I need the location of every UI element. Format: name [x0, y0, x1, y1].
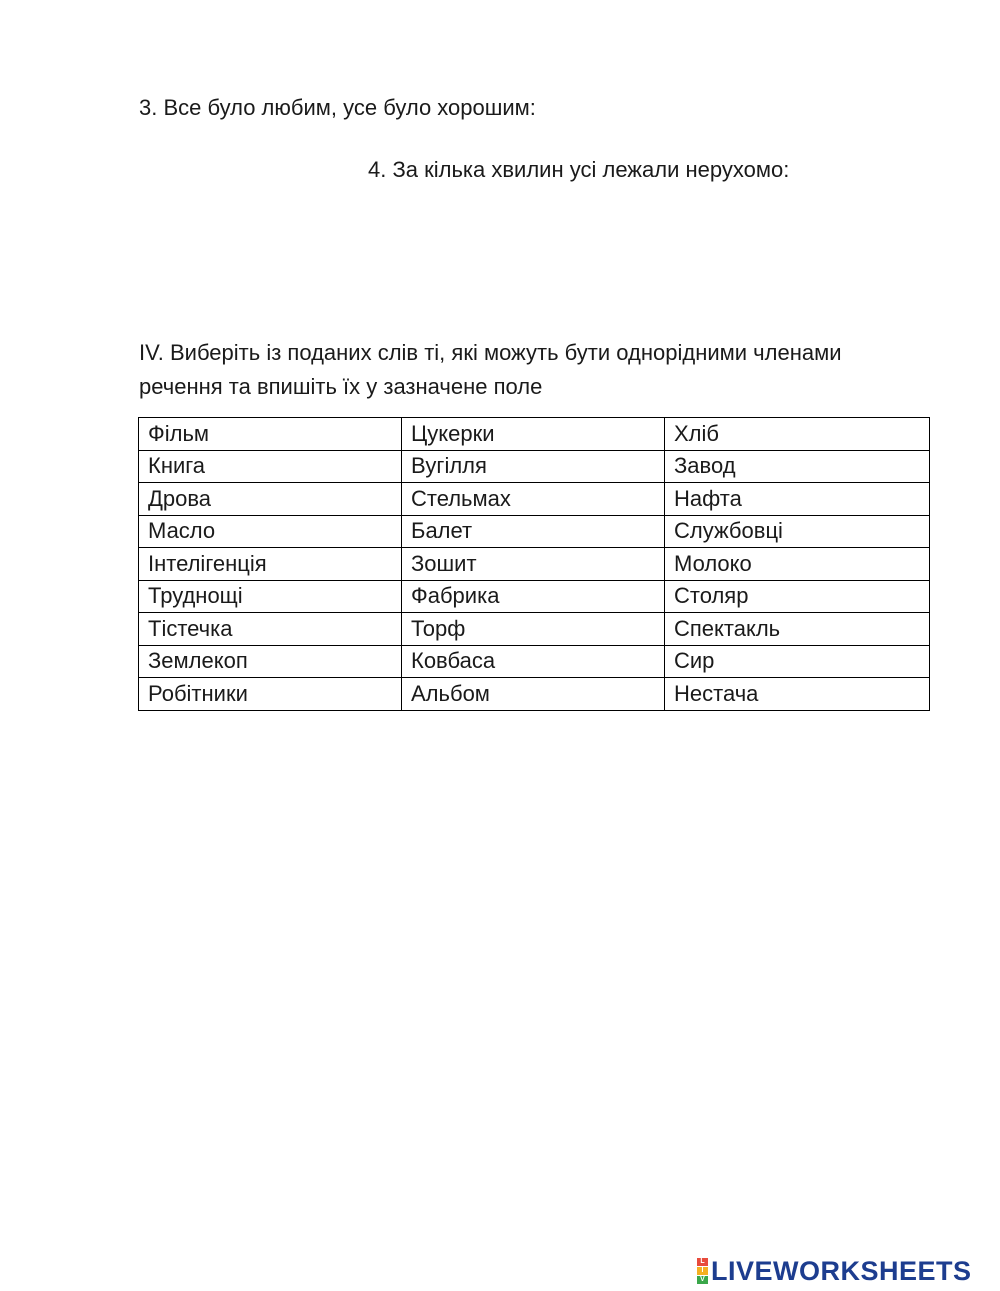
table-row: [139, 645, 930, 678]
table-cell: Робітники: [139, 678, 402, 711]
table-row: [139, 450, 930, 483]
task-title-line-2: речення та впишіть їх у зазначене поле: [139, 374, 543, 399]
table-cell: Сир: [665, 645, 930, 678]
task-title-line-1: IV. Виберіть із поданих слів ті, які можуть бути однорідними членами: [139, 340, 842, 365]
table-cell: Нафта: [665, 483, 930, 516]
table-cell: Молоко: [665, 548, 930, 581]
table-row: [139, 418, 930, 451]
liveworksheets-logo: [697, 1256, 972, 1286]
table-cell: Спектакль: [665, 613, 930, 646]
exercise-item-4: 4. За кілька хвилин усі лежали нерухомо:: [368, 157, 790, 182]
table-row: [139, 678, 930, 711]
liveworksheets-logo-icon: [697, 1258, 708, 1284]
table-cell: Альбом: [402, 678, 665, 711]
exercise-item-3: 3. Все було любим, усе було хорошим:: [139, 95, 536, 120]
logo-block-i: I: [697, 1267, 708, 1275]
logo-block-l: L: [697, 1258, 708, 1266]
table-cell: Торф: [402, 613, 665, 646]
table-cell: Землекоп: [139, 645, 402, 678]
table-cell: Масло: [139, 515, 402, 548]
table-cell: Балет: [402, 515, 665, 548]
table-row: [139, 580, 930, 613]
table-cell: Завод: [665, 450, 930, 483]
table-row: [139, 613, 930, 646]
table-cell: Книга: [139, 450, 402, 483]
table-cell: Столяр: [665, 580, 930, 613]
table-cell: Фільм: [139, 418, 402, 451]
table-cell: Стельмах: [402, 483, 665, 516]
table-cell: Зошит: [402, 548, 665, 581]
table-cell: Дрова: [139, 483, 402, 516]
table-cell: Вугілля: [402, 450, 665, 483]
table-row: [139, 548, 930, 581]
table-cell: Нестача: [665, 678, 930, 711]
table-cell: Хліб: [665, 418, 930, 451]
table-cell: Труднощі: [139, 580, 402, 613]
logo-text: LIVEWORKSHEETS: [711, 1256, 972, 1286]
table-cell: Інтелігенція: [139, 548, 402, 581]
table-cell: Тістечка: [139, 613, 402, 646]
table-row: [139, 515, 930, 548]
table-row: [139, 483, 930, 516]
table-cell: Фабрика: [402, 580, 665, 613]
table-cell: Службовці: [665, 515, 930, 548]
word-table: [138, 417, 930, 711]
table-cell: Цукерки: [402, 418, 665, 451]
table-cell: Ковбаса: [402, 645, 665, 678]
logo-block-v: V: [697, 1276, 708, 1284]
